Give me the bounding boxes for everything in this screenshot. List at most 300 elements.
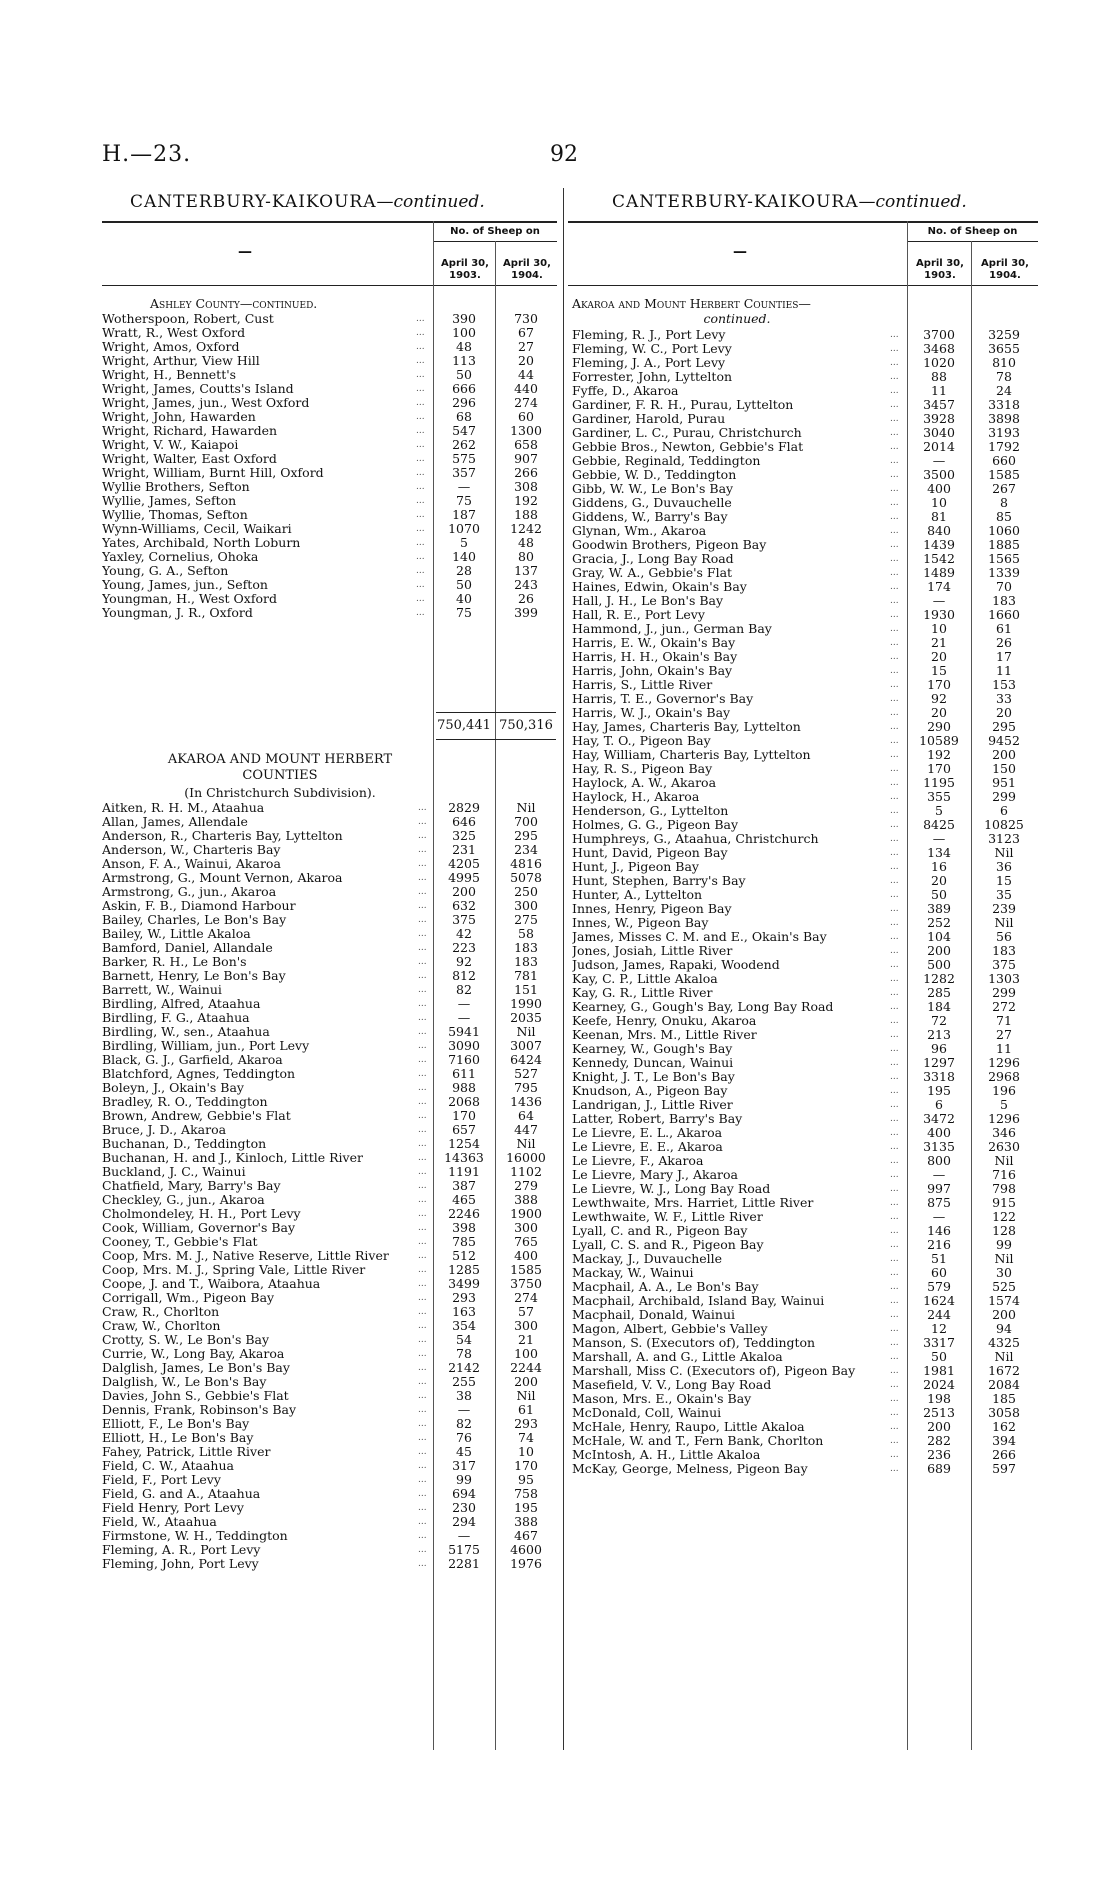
sheep-1903: 78 xyxy=(456,1346,472,1361)
leader-dots: ... xyxy=(418,803,427,813)
sheep-1903: — xyxy=(932,1167,946,1182)
sheep-1904: 200 xyxy=(992,747,1016,762)
sheep-1904: 716 xyxy=(992,1167,1016,1182)
table-row xyxy=(572,930,1038,944)
table-row xyxy=(572,1392,1038,1406)
owner-name: Dennis, Frank, Robinson's Bay xyxy=(102,1403,297,1417)
owner-name: Gracia, J., Long Bay Road xyxy=(572,552,734,566)
sheep-1904: 274 xyxy=(514,1290,538,1305)
leader-dots: ... xyxy=(418,1545,427,1555)
sheep-1903: 2281 xyxy=(448,1556,480,1571)
table-row xyxy=(572,636,1038,650)
table-row xyxy=(572,664,1038,678)
owner-name: Marshall, A. and G., Little Akaloa xyxy=(572,1350,783,1364)
left-total-rule-top xyxy=(436,712,556,713)
owner-name: Youngman, J. R., Oxford xyxy=(102,606,253,620)
table-row xyxy=(102,1067,557,1081)
table-row xyxy=(572,1028,1038,1042)
leader-dots: ... xyxy=(418,1209,427,1219)
owner-name: Barrett, W., Wainui xyxy=(102,983,222,997)
table-row xyxy=(572,706,1038,720)
sheep-1904: 27 xyxy=(996,1027,1012,1042)
leader-dots: ... xyxy=(418,817,427,827)
sheep-1904: 447 xyxy=(514,1122,538,1137)
owner-name: Keenan, Mrs. M., Little River xyxy=(572,1028,757,1042)
leader-dots: ... xyxy=(890,1380,899,1390)
sheep-1903: 198 xyxy=(927,1391,951,1406)
table-row xyxy=(572,1350,1038,1364)
sheep-1904: 71 xyxy=(996,1013,1012,1028)
owner-name: Hay, R. S., Pigeon Bay xyxy=(572,762,713,776)
table-row xyxy=(572,622,1038,636)
sheep-1903: 3928 xyxy=(923,411,955,426)
sheep-1904: 781 xyxy=(514,968,538,983)
leader-dots: ... xyxy=(418,1181,427,1191)
table-row xyxy=(102,997,557,1011)
sheep-1903: 3700 xyxy=(923,327,955,342)
leader-dots: ... xyxy=(890,442,899,452)
sheep-1904: 2630 xyxy=(988,1139,1020,1154)
left-section1-heading-text: Ashley County—continued. xyxy=(150,296,318,311)
leader-dots: ... xyxy=(418,1503,427,1513)
left-total-rule-bottom xyxy=(436,739,556,740)
sheep-1904: 400 xyxy=(514,1248,538,1263)
owner-name: Gibb, W. W., Le Bon's Bay xyxy=(572,482,734,496)
sheep-1903: — xyxy=(932,453,946,468)
sheep-1904: 6 xyxy=(1000,803,1008,818)
owner-name: Yaxley, Cornelius, Ohoka xyxy=(102,550,259,564)
sheep-1903: 5941 xyxy=(448,1024,480,1039)
sheep-1903: 3472 xyxy=(923,1111,955,1126)
table-row xyxy=(572,1462,1038,1476)
owner-name: Harris, S., Little River xyxy=(572,678,713,692)
owner-name: Fyffe, D., Akaroa xyxy=(572,384,679,398)
table-row xyxy=(102,382,557,396)
sheep-1904: 183 xyxy=(992,593,1016,608)
table-row xyxy=(102,1403,557,1417)
table-row xyxy=(102,1459,557,1473)
sheep-1903: 200 xyxy=(927,1419,951,1434)
owner-name: Holmes, G. G., Pigeon Bay xyxy=(572,818,739,832)
owner-name: Knudson, A., Pigeon Bay xyxy=(572,1084,728,1098)
leader-dots: ... xyxy=(416,398,425,408)
leader-dots: ... xyxy=(890,1058,899,1068)
sheep-1903: 163 xyxy=(452,1304,476,1319)
table-row xyxy=(572,748,1038,762)
sheep-1904: 1885 xyxy=(988,537,1020,552)
owner-name: Innes, W., Pigeon Bay xyxy=(572,916,709,930)
owner-name: Le Lievre, F., Akaroa xyxy=(572,1154,704,1168)
table-row xyxy=(102,1557,557,1571)
table-row xyxy=(572,1322,1038,1336)
table-row xyxy=(102,1235,557,1249)
table-row xyxy=(572,1420,1038,1434)
table-row xyxy=(102,578,557,592)
sheep-1903: 6 xyxy=(935,1097,943,1112)
owner-name: Craw, R., Chorlton xyxy=(102,1305,220,1319)
sheep-1904: 440 xyxy=(514,381,538,396)
leader-dots: ... xyxy=(890,1156,899,1166)
table-row xyxy=(102,913,557,927)
sheep-1903: 50 xyxy=(931,1349,947,1364)
leader-dots: ... xyxy=(418,1111,427,1121)
table-row xyxy=(572,1252,1038,1266)
owner-name: Buchanan, D., Teddington xyxy=(102,1137,267,1151)
table-row xyxy=(572,1070,1038,1084)
owner-name: Hall, R. E., Port Levy xyxy=(572,608,705,622)
sheep-1903: 255 xyxy=(452,1374,476,1389)
leader-dots: ... xyxy=(890,470,899,480)
leader-dots: ... xyxy=(418,1153,427,1163)
table-row xyxy=(102,815,557,829)
table-row xyxy=(102,1347,557,1361)
leader-dots: ... xyxy=(418,1097,427,1107)
sheep-1904: 299 xyxy=(992,985,1016,1000)
owner-name: Dalglish, James, Le Bon's Bay xyxy=(102,1361,290,1375)
table-row xyxy=(102,606,557,620)
sheep-1903: 3500 xyxy=(923,467,955,482)
sheep-1903: 7160 xyxy=(448,1052,480,1067)
sheep-1903: 3457 xyxy=(923,397,955,412)
sheep-1903: 4995 xyxy=(448,870,480,885)
sheep-1904: 300 xyxy=(514,1318,538,1333)
sheep-1903: 1542 xyxy=(923,551,955,566)
sheep-1904: 60 xyxy=(518,409,534,424)
leader-dots: ... xyxy=(418,1083,427,1093)
owner-name: Harris, T. E., Governor's Bay xyxy=(572,692,754,706)
sheep-1903: 400 xyxy=(927,481,951,496)
sheep-1903: 231 xyxy=(452,842,476,857)
sheep-1904: 765 xyxy=(514,1234,538,1249)
leader-dots: ... xyxy=(890,386,899,396)
sheep-1904: 8 xyxy=(1000,495,1008,510)
leader-dots: ... xyxy=(890,820,899,830)
owner-name: Bradley, R. O., Teddington xyxy=(102,1095,268,1109)
leader-dots: ... xyxy=(890,1142,899,1152)
leader-dots: ... xyxy=(418,1055,427,1065)
leader-dots: ... xyxy=(890,1100,899,1110)
owner-name: Giddens, W., Barry's Bay xyxy=(572,510,728,524)
leader-dots: ... xyxy=(418,1195,427,1205)
leader-dots: ... xyxy=(416,328,425,338)
leader-dots: ... xyxy=(416,594,425,604)
leader-dots: ... xyxy=(418,1461,427,1471)
owner-name: Young, James, jun., Sefton xyxy=(102,578,268,592)
owner-name: Haines, Edwin, Okain's Bay xyxy=(572,580,747,594)
sheep-1903: 5 xyxy=(935,803,943,818)
leader-dots: ... xyxy=(890,680,899,690)
table-row xyxy=(102,1501,557,1515)
leader-dots: ... xyxy=(890,834,899,844)
leader-dots: ... xyxy=(416,552,425,562)
table-row xyxy=(102,522,557,536)
table-row xyxy=(572,1098,1038,1112)
leader-dots: ... xyxy=(890,344,899,354)
leader-dots: ... xyxy=(418,1363,427,1373)
left-col2-header: April 30, 1904. xyxy=(503,258,551,281)
owner-name: Cooney, T., Gebbie's Flat xyxy=(102,1235,258,1249)
table-row xyxy=(572,720,1038,734)
sheep-1904: 375 xyxy=(992,957,1016,972)
leader-dots: ... xyxy=(890,456,899,466)
table-row xyxy=(102,1417,557,1431)
owner-name: Judson, James, Rapaki, Woodend xyxy=(572,958,780,972)
sheep-1903: 2014 xyxy=(923,439,955,454)
table-row xyxy=(572,1224,1038,1238)
table-row xyxy=(102,1529,557,1543)
report-id: H.—23. xyxy=(102,142,192,167)
sheep-1903: 390 xyxy=(452,311,476,326)
sheep-1904: 1565 xyxy=(988,551,1020,566)
owner-name: Gebbie Bros., Newton, Gebbie's Flat xyxy=(572,440,804,454)
table-row xyxy=(102,955,557,969)
leader-dots: ... xyxy=(418,1559,427,1569)
sheep-1903: 611 xyxy=(452,1066,476,1081)
sheep-1904: 192 xyxy=(514,493,538,508)
sheep-1903: 1191 xyxy=(448,1164,480,1179)
leader-dots: ... xyxy=(890,400,899,410)
owner-name: Anderson, W., Charteris Bay xyxy=(102,843,281,857)
sheep-1903: 500 xyxy=(927,957,951,972)
table-row xyxy=(572,538,1038,552)
owner-name: Le Lievre, E. L., Akaroa xyxy=(572,1126,723,1140)
owner-name: Giddens, G., Duvauchelle xyxy=(572,496,732,510)
sheep-1904: 35 xyxy=(996,887,1012,902)
sheep-1903: 2513 xyxy=(923,1405,955,1420)
sheep-1904: 100 xyxy=(514,1346,538,1361)
leader-dots: ... xyxy=(890,708,899,718)
sheep-1903: 50 xyxy=(931,887,947,902)
owner-name: Hunter, A., Lyttelton xyxy=(572,888,703,902)
table-row xyxy=(102,1193,557,1207)
sheep-1903: 223 xyxy=(452,940,476,955)
table-row xyxy=(572,1154,1038,1168)
leader-dots: ... xyxy=(416,356,425,366)
leader-dots: ... xyxy=(890,1128,899,1138)
leader-dots: ... xyxy=(890,1016,899,1026)
sheep-1903: 579 xyxy=(927,1279,951,1294)
table-row xyxy=(572,1448,1038,1462)
sheep-1904: 275 xyxy=(514,912,538,927)
right-col1-header: April 30, 1903. xyxy=(916,258,964,281)
sheep-1903: 5 xyxy=(460,535,468,550)
owner-name: Fleming, A. R., Port Levy xyxy=(102,1543,261,1557)
sheep-1903: — xyxy=(457,1528,471,1543)
sheep-1903: — xyxy=(457,479,471,494)
sheep-1904: Nil xyxy=(516,800,536,815)
sheep-1903: 72 xyxy=(931,1013,947,1028)
sheep-1904: 3007 xyxy=(510,1038,542,1053)
owner-name: Gray, W. A., Gebbie's Flat xyxy=(572,566,733,580)
right-list xyxy=(572,328,1038,1476)
table-row xyxy=(102,550,557,564)
owner-name: Macphail, A. A., Le Bon's Bay xyxy=(572,1280,759,1294)
owner-name: Birdling, Alfred, Ataahua xyxy=(102,997,261,1011)
owner-name: Wright, James, jun., West Oxford xyxy=(102,396,310,410)
owner-name: Glynan, Wm., Akaroa xyxy=(572,524,707,538)
sheep-1903: 45 xyxy=(456,1444,472,1459)
owner-name: Field Henry, Port Levy xyxy=(102,1501,244,1515)
right-section-heading-1 xyxy=(572,296,811,311)
sheep-1904: 295 xyxy=(992,719,1016,734)
owner-name: Innes, Henry, Pigeon Bay xyxy=(572,902,732,916)
sheep-1904: 183 xyxy=(514,940,538,955)
owner-name: Field, C. W., Ataahua xyxy=(102,1459,234,1473)
sheep-1904: 85 xyxy=(996,509,1012,524)
sheep-1903: 82 xyxy=(456,1416,472,1431)
leader-dots: ... xyxy=(890,1338,899,1348)
leader-dots: ... xyxy=(416,314,425,324)
owner-name: Hunt, David, Pigeon Bay xyxy=(572,846,728,860)
sheep-1904: 346 xyxy=(992,1125,1016,1140)
sheep-1903: 785 xyxy=(452,1234,476,1249)
table-row xyxy=(572,524,1038,538)
sheep-1903: — xyxy=(457,1010,471,1025)
sheep-1904: 70 xyxy=(996,579,1012,594)
leader-dots: ... xyxy=(418,985,427,995)
owner-name: Dalglish, W., Le Bon's Bay xyxy=(102,1375,267,1389)
sheep-1903: 213 xyxy=(927,1027,951,1042)
leader-dots: ... xyxy=(418,1237,427,1247)
right-group-rule xyxy=(907,241,1038,242)
sheep-1903: 104 xyxy=(927,929,951,944)
owner-name: Lyall, C. S. and R., Pigeon Bay xyxy=(572,1238,764,1252)
leader-dots: ... xyxy=(890,1072,899,1082)
table-row xyxy=(102,899,557,913)
sheep-1903: 252 xyxy=(927,915,951,930)
owner-name: Gebbie, Reginald, Teddington xyxy=(572,454,761,468)
right-title-text: CANTERBURY-KAIKOURA xyxy=(612,192,859,212)
sheep-1903: 1195 xyxy=(923,775,955,790)
sheep-1904: 185 xyxy=(992,1391,1016,1406)
owner-name: Askin, F. B., Diamond Harbour xyxy=(102,899,296,913)
leader-dots: ... xyxy=(890,428,899,438)
sheep-1903: 50 xyxy=(456,367,472,382)
sheep-1904: 4600 xyxy=(510,1542,542,1557)
sheep-1904: 1585 xyxy=(510,1262,542,1277)
sheep-1903: — xyxy=(457,1402,471,1417)
sheep-1904: 1060 xyxy=(988,523,1020,538)
sheep-1904: 1585 xyxy=(988,467,1020,482)
table-row xyxy=(572,398,1038,412)
owner-name: Wratt, R., West Oxford xyxy=(102,326,246,340)
sheep-1903: 1297 xyxy=(923,1055,955,1070)
sheep-1904: 3259 xyxy=(988,327,1020,342)
owner-name: Checkley, G., jun., Akaroa xyxy=(102,1193,265,1207)
owner-name: Davies, John S., Gebbie's Flat xyxy=(102,1389,289,1403)
sheep-1903: 96 xyxy=(931,1041,947,1056)
leader-dots: ... xyxy=(890,848,899,858)
sheep-1904: 700 xyxy=(514,814,538,829)
table-row xyxy=(102,1431,557,1445)
owner-name: Kay, G. R., Little River xyxy=(572,986,713,1000)
owner-name: Barker, R. H., Le Bon's xyxy=(102,955,247,969)
sheep-1903: 10589 xyxy=(919,733,959,748)
leader-dots: ... xyxy=(416,412,425,422)
leader-dots: ... xyxy=(890,414,899,424)
leader-dots: ... xyxy=(890,498,899,508)
sheep-1904: 234 xyxy=(514,842,538,857)
sheep-1903: 10 xyxy=(931,495,947,510)
sheep-1903: 81 xyxy=(931,509,947,524)
owner-name: Landrigan, J., Little River xyxy=(572,1098,733,1112)
left-title-suffix: —continued. xyxy=(376,192,485,212)
table-row xyxy=(572,790,1038,804)
table-row xyxy=(572,818,1038,832)
table-row xyxy=(102,1165,557,1179)
table-row xyxy=(102,1375,557,1389)
sheep-1904: 162 xyxy=(992,1419,1016,1434)
sheep-1903: 11 xyxy=(931,383,947,398)
sheep-1903: 195 xyxy=(927,1083,951,1098)
table-row xyxy=(102,1473,557,1487)
sheep-1903: 3499 xyxy=(448,1276,480,1291)
sheep-1903: 21 xyxy=(931,635,947,650)
sheep-1904: 299 xyxy=(992,789,1016,804)
sheep-1904: 26 xyxy=(518,591,534,606)
owner-name: Gardiner, Harold, Purau xyxy=(572,412,726,426)
table-row xyxy=(572,1280,1038,1294)
sheep-1904: 183 xyxy=(514,954,538,969)
table-row xyxy=(572,804,1038,818)
leader-dots: ... xyxy=(890,554,899,564)
owner-name: Blatchford, Agnes, Teddington xyxy=(102,1067,296,1081)
left-section1-heading xyxy=(150,296,317,311)
sheep-1904: 3655 xyxy=(988,341,1020,356)
owner-name: Kennedy, Duncan, Wainui xyxy=(572,1056,734,1070)
sheep-1904: 170 xyxy=(514,1458,538,1473)
table-row xyxy=(572,874,1038,888)
sheep-1904: 3123 xyxy=(988,831,1020,846)
leader-dots: ... xyxy=(418,1349,427,1359)
sheep-1904: 61 xyxy=(518,1402,534,1417)
sheep-1903: 216 xyxy=(927,1237,951,1252)
left-section2-heading-1: AKAROA AND MOUNT HERBERT xyxy=(167,752,393,767)
leader-dots: ... xyxy=(418,1447,427,1457)
table-row xyxy=(572,1000,1038,1014)
leader-dots: ... xyxy=(890,610,899,620)
right-group-header: No. of Sheep on xyxy=(927,226,1018,237)
owner-name: Humphreys, G., Ataahua, Christchurch xyxy=(572,832,819,846)
sheep-1904: 153 xyxy=(992,677,1016,692)
table-row xyxy=(572,846,1038,860)
sheep-1903: 28 xyxy=(456,563,472,578)
table-row xyxy=(572,916,1038,930)
leader-dots: ... xyxy=(418,1125,427,1135)
table-row xyxy=(102,1207,557,1221)
sheep-1903: 3135 xyxy=(923,1139,955,1154)
table-row xyxy=(102,1095,557,1109)
owner-name: Armstrong, G., Mount Vernon, Akaroa xyxy=(102,871,343,885)
sheep-1904: 9452 xyxy=(988,733,1020,748)
owner-name: Field, F., Port Levy xyxy=(102,1473,221,1487)
left-section2-list xyxy=(102,801,557,1571)
sheep-1904: 4816 xyxy=(510,856,542,871)
sheep-1904: 17 xyxy=(996,649,1012,664)
leader-dots: ... xyxy=(416,566,425,576)
leader-dots: ... xyxy=(418,1307,427,1317)
sheep-1904: 80 xyxy=(518,549,534,564)
owner-name: Hunt, J., Pigeon Bay xyxy=(572,860,699,874)
owner-name: Craw, W., Chorlton xyxy=(102,1319,221,1333)
table-row xyxy=(572,1140,1038,1154)
leader-dots: ... xyxy=(890,1240,899,1250)
leader-dots: ... xyxy=(418,957,427,967)
owner-name: Allan, James, Allendale xyxy=(102,815,248,829)
sheep-1903: 20 xyxy=(931,649,947,664)
sheep-1904: 1339 xyxy=(988,565,1020,580)
table-row xyxy=(102,1249,557,1263)
